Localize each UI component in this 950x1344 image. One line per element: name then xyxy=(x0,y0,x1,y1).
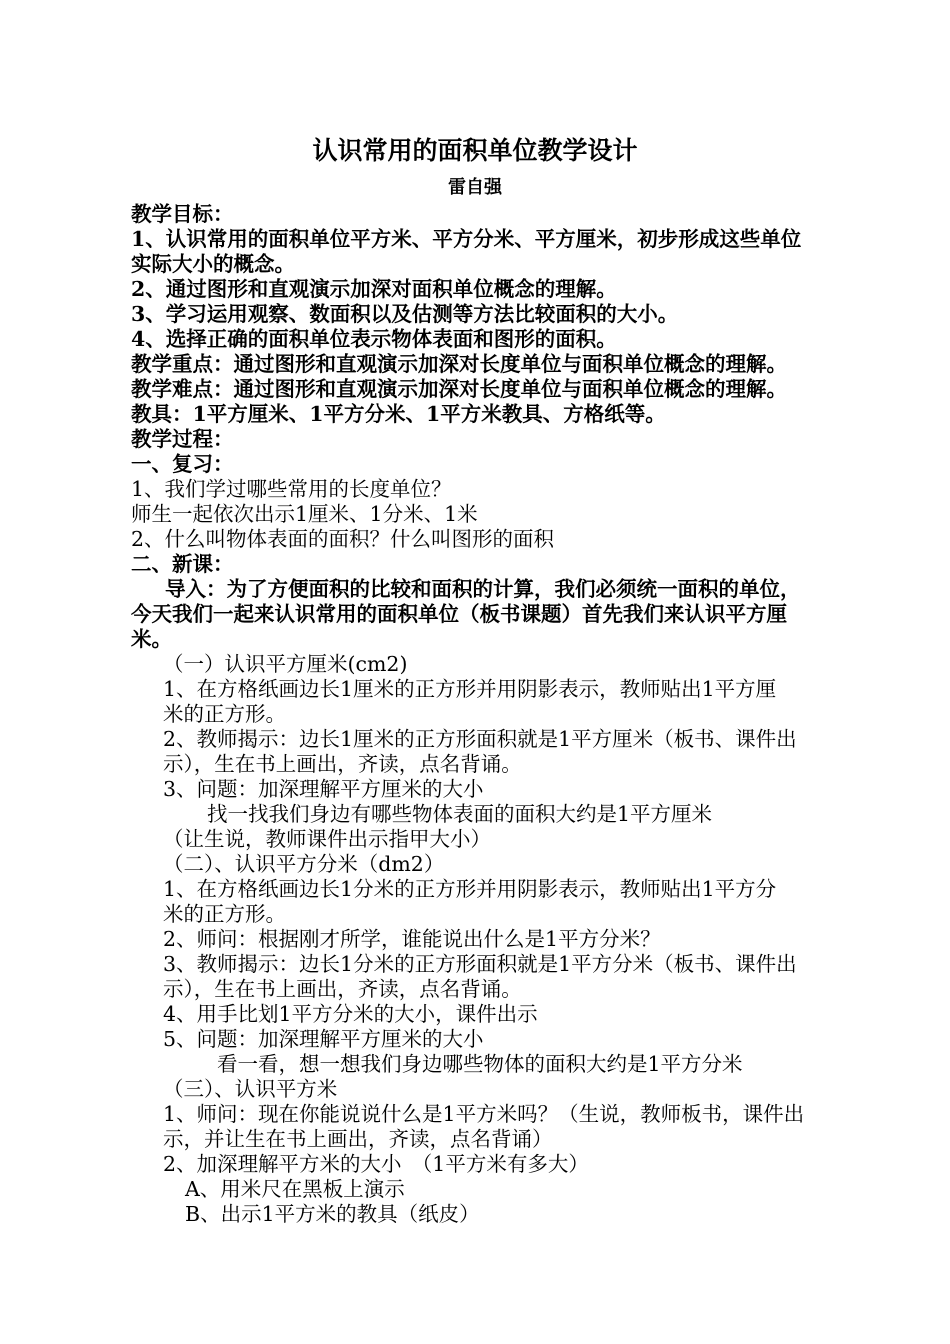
text-line: 米的正方形。 xyxy=(163,902,286,926)
text-line: 师生一起依次出示1厘米、1分米、1米 xyxy=(131,502,478,526)
text-line: 4、用手比划1平方分米的大小，课件出示 xyxy=(163,1002,538,1026)
text-line: 教学重点：通过图形和直观演示加深对长度单位与面积单位概念的理解。 xyxy=(131,352,787,376)
text-line: 今天我们一起来认识常用的面积单位（板书课题）首先我们来认识平方厘 xyxy=(131,602,787,626)
text-line: 2、教师揭示：边长1厘米的正方形面积就是1平方厘米（板书、课件出 xyxy=(163,727,797,751)
text-line: 示），生在书上画出，齐读，点名背诵。 xyxy=(163,977,522,1001)
text-line: 1、在方格纸画边长1厘米的正方形并用阴影表示，教师贴出1平方厘 xyxy=(163,677,777,701)
text-line: 1、师问：现在你能说说什么是1平方米吗？（生说，教师板书，课件出 xyxy=(163,1102,805,1126)
text-line: 看一看，想一想我们身边哪些物体的面积大约是1平方分米 xyxy=(217,1052,743,1076)
text-line: 3、学习运用观察、数面积以及估测等方法比较面积的大小。 xyxy=(131,302,679,326)
text-line: 二、新课： xyxy=(131,552,234,576)
text-line: 1、在方格纸画边长1分米的正方形并用阴影表示，教师贴出1平方分 xyxy=(163,877,777,901)
text-line: 实际大小的概念。 xyxy=(131,252,295,276)
text-line: 2、通过图形和直观演示加深对面积单位概念的理解。 xyxy=(131,277,617,301)
text-line: 教具：1平方厘米、1平方分米、1平方米教具、方格纸等。 xyxy=(131,402,666,426)
text-line: 1、认识常用的面积单位平方米、平方分米、平方厘米，初步形成这些单位 xyxy=(131,227,802,251)
text-line: 一、复习： xyxy=(131,452,234,476)
text-line: 示），生在书上画出，齐读，点名背诵。 xyxy=(163,752,522,776)
text-line: 3、教师揭示：边长1分米的正方形面积就是1平方分米（板书、课件出 xyxy=(163,952,797,976)
text-line: 教学过程： xyxy=(131,427,234,451)
text-line: 导入：为了方便面积的比较和面积的计算，我们必须统一面积的单位， xyxy=(165,577,801,601)
text-line: 找一找我们身边有哪些物体表面的面积大约是1平方厘米 xyxy=(207,802,713,826)
text-line: （一）认识平方厘米(cm2) xyxy=(163,652,408,676)
text-line: 3、问题：加深理解平方厘米的大小 xyxy=(163,777,484,801)
text-line: 米。 xyxy=(131,627,172,651)
text-line: 1、我们学过哪些常用的长度单位？ xyxy=(131,477,452,501)
text-line: （让生说，教师课件出示指甲大小） xyxy=(163,827,491,851)
text-line: 教学难点：通过图形和直观演示加深对长度单位与面积单位概念的理解。 xyxy=(131,377,787,401)
text-line: 教学目标： xyxy=(131,202,234,226)
text-line: A、用米尺在黑板上演示 xyxy=(185,1177,405,1201)
text-line: 2、什么叫物体表面的面积？什么叫图形的面积 xyxy=(131,527,555,551)
text-line: （二）、认识平方分米（dm2） xyxy=(163,852,445,876)
document-author: 雷自强 xyxy=(448,177,502,198)
text-line: 5、问题：加深理解平方厘米的大小 xyxy=(163,1027,484,1051)
text-line: 示，并让生在书上画出，齐读，点名背诵） xyxy=(163,1127,553,1151)
text-line: （三）、认识平方米 xyxy=(163,1077,338,1101)
document-title: 认识常用的面积单位教学设计 xyxy=(312,136,638,165)
text-line: 2、加深理解平方米的大小 （1平方米有多大） xyxy=(163,1152,589,1176)
text-line: 4、选择正确的面积单位表示物体表面和图形的面积。 xyxy=(131,327,617,351)
text-line: B、出示1平方米的教具（纸皮） xyxy=(185,1202,480,1226)
text-line: 米的正方形。 xyxy=(163,702,286,726)
text-line: 2、师问：根据刚才所学，谁能说出什么是1平方分米？ xyxy=(163,927,661,951)
